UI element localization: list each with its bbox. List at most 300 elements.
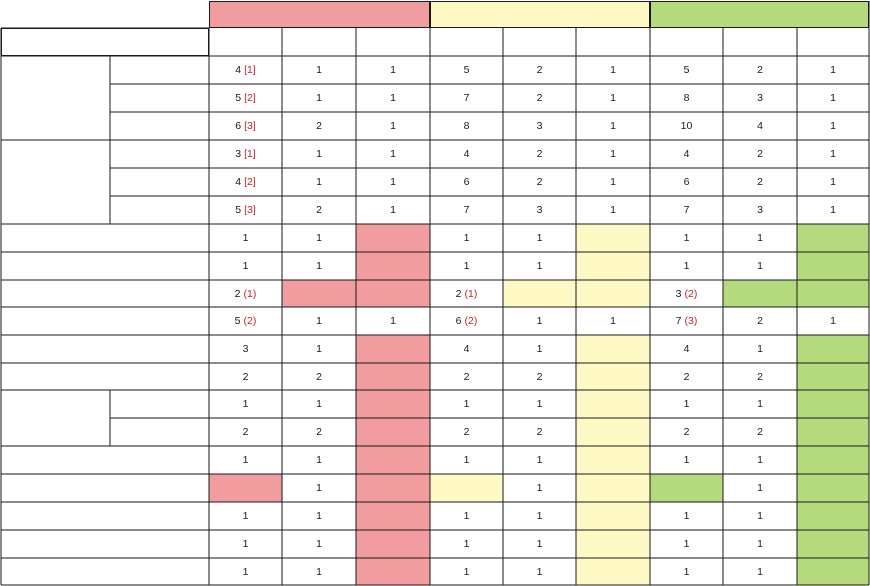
table-cell: [650, 196, 723, 224]
table-cell: [209, 418, 282, 446]
level-header-2: [430, 1, 650, 28]
row-group-label: [1, 56, 110, 140]
cell-value: 7: [675, 315, 682, 327]
table-cell: [209, 252, 282, 280]
table-cell: [282, 474, 356, 502]
table-cell: [503, 558, 576, 585]
table-cell: [650, 390, 723, 418]
cell-value: 5: [463, 64, 470, 76]
table-cell: [650, 252, 723, 280]
table-cell: [650, 530, 723, 558]
cell-value: 6: [463, 176, 470, 188]
cell-note: [3]: [244, 204, 256, 216]
not-required-fill: [576, 335, 650, 585]
cell-value: 1: [316, 510, 322, 522]
row-sublabel: [110, 196, 209, 224]
cell-value: 1: [610, 315, 616, 327]
table-cell: [723, 56, 797, 84]
table-cell: [576, 307, 650, 335]
cell-value: 3: [757, 92, 763, 104]
cell-value: 1: [757, 454, 763, 466]
not-required-fill: [282, 280, 430, 307]
cell-value: 1: [536, 454, 543, 466]
table-cell: [650, 84, 723, 112]
cell-value: 1: [316, 148, 322, 160]
cell-value: 1: [757, 538, 763, 550]
cell-value: 1: [683, 232, 690, 244]
header-column: [356, 28, 430, 56]
cell-note: (2): [243, 315, 257, 327]
cell-value: 1: [242, 565, 249, 578]
cell-value: 2: [536, 92, 543, 104]
cell-value: 2: [536, 370, 543, 383]
table-cell: [503, 224, 576, 252]
cell-value: 5: [683, 64, 690, 76]
cell-value: 1: [757, 510, 763, 522]
cell-value: 1: [390, 64, 396, 76]
table-cell: [209, 140, 282, 168]
cell-note: [2]: [244, 176, 256, 188]
table-cell: [282, 196, 356, 224]
cell-value: 1: [683, 454, 690, 466]
table-cell: [282, 140, 356, 168]
cell-note: (2): [464, 315, 478, 327]
table-cell: [650, 112, 723, 140]
cell-value: 1: [463, 454, 470, 466]
cell-note: (1): [464, 287, 478, 300]
table-cell: [723, 196, 797, 224]
cell-value: 2: [242, 370, 249, 383]
cell-value: 1: [830, 92, 836, 104]
table-cell: [356, 196, 430, 224]
table-cell: [356, 56, 430, 84]
table-cell: [503, 418, 576, 446]
cell-value: 1: [463, 232, 470, 244]
table-cell: [430, 196, 503, 224]
table-cell: [209, 280, 282, 307]
cell-value: 5: [235, 92, 242, 104]
table-cell: [209, 224, 282, 252]
table-cell: [797, 112, 869, 140]
table-cell: [430, 335, 503, 363]
cell-value: 1: [390, 92, 396, 104]
cell-value: 3: [536, 120, 543, 132]
cell-value: 1: [757, 565, 763, 578]
cell-value: 2: [757, 176, 763, 188]
table-cell: [356, 140, 430, 168]
table-cell: [356, 168, 430, 196]
table-cell: [282, 363, 356, 390]
cell-value: 1: [316, 398, 322, 410]
table-cell: [503, 335, 576, 363]
row-group-label: [1, 390, 110, 446]
cell-value: 7: [463, 92, 470, 104]
cell-value: 1: [757, 232, 763, 244]
cell-value: 1: [830, 176, 836, 188]
table-cell: [503, 446, 576, 474]
table-cell: [797, 84, 869, 112]
cell-value: 4: [683, 343, 690, 355]
cell-value: 6: [455, 315, 462, 327]
table-cell: [282, 252, 356, 280]
row-sublabel: [110, 390, 209, 418]
table-cell: [723, 558, 797, 585]
table-cell: [723, 530, 797, 558]
cell-value: 1: [316, 315, 322, 327]
cell-note: [1]: [244, 64, 256, 76]
cell-value: 1: [390, 120, 396, 132]
table-cell: [282, 56, 356, 84]
cell-value: 1: [610, 120, 616, 132]
table-cell: [209, 390, 282, 418]
cell-value: 1: [316, 260, 322, 272]
table-cell: [209, 558, 282, 585]
cell-value: 2: [316, 370, 322, 383]
cell-value: 2: [463, 370, 470, 383]
cell-value: 1: [390, 176, 396, 188]
cell-value: 1: [610, 176, 616, 188]
header-column: [650, 28, 723, 56]
row-sublabel: [110, 112, 209, 140]
table-cell: [650, 280, 723, 307]
cell-value: 1: [830, 120, 836, 132]
table-cell: [503, 196, 576, 224]
not-required-fill: [576, 224, 650, 280]
row-label: [1, 335, 209, 363]
table-cell: [650, 140, 723, 168]
table-cell: [797, 56, 869, 84]
cell-note: (2): [684, 287, 698, 300]
table-cell: [650, 446, 723, 474]
cell-value: 1: [757, 343, 763, 355]
table-cell: [430, 168, 503, 196]
cell-value: 1: [610, 64, 616, 76]
table-cell: [209, 84, 282, 112]
table-cell: [576, 56, 650, 84]
table-cell: [209, 530, 282, 558]
cell-value: 1: [390, 148, 396, 160]
cell-value: 2: [455, 287, 462, 300]
table-cell: [282, 446, 356, 474]
table-cell: [650, 502, 723, 530]
row-sublabel: [110, 56, 209, 84]
cell-value: 1: [536, 482, 543, 494]
cell-value: 1: [316, 232, 322, 244]
cell-value: 7: [463, 204, 470, 216]
row-label: [1, 224, 209, 252]
cell-value: 1: [757, 398, 763, 410]
cell-value: 1: [242, 398, 249, 410]
cell-value: 1: [242, 454, 249, 466]
cell-value: 1: [316, 538, 322, 550]
not-required-fill: [356, 224, 430, 280]
cell-value: 1: [536, 398, 543, 410]
table-cell: [723, 502, 797, 530]
cell-value: 1: [463, 565, 470, 578]
cell-value: 1: [316, 64, 322, 76]
cell-value: 1: [242, 510, 249, 522]
table-cell: [503, 252, 576, 280]
header-column: [576, 28, 650, 56]
table-cell: [503, 363, 576, 390]
table-cell: [650, 558, 723, 585]
table-cell: [723, 112, 797, 140]
cell-value: 4: [463, 148, 470, 160]
table-cell: [576, 168, 650, 196]
table-cell: [650, 335, 723, 363]
cell-value: 2: [757, 315, 763, 327]
cell-value: 8: [463, 120, 470, 132]
cell-value: 2: [316, 120, 322, 132]
cell-value: 1: [683, 565, 690, 578]
cell-value: 1: [316, 343, 322, 355]
not-required-fill: [503, 280, 650, 307]
level-header-1: [209, 1, 430, 28]
cell-value: 1: [463, 260, 470, 272]
table-cell: [282, 558, 356, 585]
cell-value: 2: [757, 426, 763, 438]
cell-value: 1: [390, 315, 396, 327]
table-cell: [282, 418, 356, 446]
table-cell: [723, 474, 797, 502]
not-required-fill: [430, 474, 503, 502]
cell-value: 2: [234, 287, 241, 300]
row-label: [1, 558, 209, 585]
row-label: [1, 252, 209, 280]
table-cell: [723, 84, 797, 112]
table-cell: [723, 224, 797, 252]
cell-value: 1: [610, 148, 616, 160]
table-cell: [282, 84, 356, 112]
table-cell: [723, 252, 797, 280]
row-label: [1, 530, 209, 558]
cell-value: 1: [316, 454, 322, 466]
not-required-fill: [209, 474, 282, 502]
table-cell: [356, 307, 430, 335]
table-cell: [282, 335, 356, 363]
cell-value: 2: [757, 370, 763, 383]
table-cell: [209, 307, 282, 335]
cell-note: [2]: [244, 92, 256, 104]
cell-value: 1: [683, 260, 690, 272]
cell-value: 1: [536, 343, 543, 355]
cell-value: 1: [242, 260, 249, 272]
table-cell: [723, 168, 797, 196]
table-cell: [209, 196, 282, 224]
table-cell: [503, 56, 576, 84]
cell-value: 10: [680, 120, 693, 132]
table-cell: [282, 530, 356, 558]
table-cell: [282, 502, 356, 530]
table-cell: [576, 84, 650, 112]
level-header-3: [650, 1, 869, 28]
cell-value: 2: [536, 426, 543, 438]
table-cell: [209, 56, 282, 84]
cell-value: 1: [757, 482, 763, 494]
table-cell: [797, 307, 869, 335]
cell-value: 2: [683, 426, 690, 438]
table-cell: [430, 112, 503, 140]
cell-value: 1: [536, 232, 543, 244]
cell-value: 1: [390, 204, 396, 216]
cell-value: 1: [536, 315, 543, 327]
not-required-fill: [723, 280, 869, 307]
header-column: [723, 28, 797, 56]
row-group-label: [1, 140, 110, 224]
table-cell: [503, 307, 576, 335]
cell-value: 1: [463, 398, 470, 410]
table-cell: [797, 168, 869, 196]
table-cell: [430, 502, 503, 530]
table-cell: [356, 112, 430, 140]
cell-value: 1: [610, 92, 616, 104]
cell-note: (3): [684, 315, 698, 327]
cell-value: 4: [463, 343, 470, 355]
table-cell: [430, 252, 503, 280]
table-cell: [430, 446, 503, 474]
table-cell: [430, 56, 503, 84]
table-cell: [723, 363, 797, 390]
cell-value: 2: [316, 204, 322, 216]
header-column: [430, 28, 503, 56]
header-column: [503, 28, 576, 56]
cell-value: 1: [463, 510, 470, 522]
row-label: [1, 307, 209, 335]
table-cell: [282, 112, 356, 140]
cell-value: 4: [683, 148, 690, 160]
table-cell: [503, 84, 576, 112]
row-label: [1, 446, 209, 474]
table-cell: [430, 280, 503, 307]
cell-value: 1: [830, 315, 836, 327]
table-cell: [650, 307, 723, 335]
cell-value: 2: [536, 148, 543, 160]
cell-value: 2: [463, 426, 470, 438]
table-cell: [209, 335, 282, 363]
cell-value: 1: [242, 232, 249, 244]
cell-value: 1: [242, 538, 249, 550]
cell-note: [1]: [244, 148, 256, 160]
cell-value: 2: [536, 64, 543, 76]
table-cell: [430, 530, 503, 558]
cell-note: [3]: [244, 120, 256, 132]
table-cell: [430, 140, 503, 168]
table-cell: [576, 196, 650, 224]
table-cell: [356, 84, 430, 112]
row-sublabel: [110, 168, 209, 196]
table-cell: [503, 474, 576, 502]
row-sublabel: [110, 140, 209, 168]
cell-value: 7: [683, 204, 690, 216]
table-cell: [576, 140, 650, 168]
cell-value: 2: [536, 176, 543, 188]
table-cell: [797, 140, 869, 168]
cell-value: 1: [316, 92, 322, 104]
header-column: [797, 28, 869, 56]
table-cell: [209, 168, 282, 196]
cell-value: 1: [683, 398, 690, 410]
table-cell: [430, 558, 503, 585]
row-label: [1, 502, 209, 530]
row-sublabel: [110, 418, 209, 446]
cell-value: 1: [536, 538, 543, 550]
cell-value: 1: [536, 260, 543, 272]
table-cell: [430, 84, 503, 112]
table-cell: [650, 363, 723, 390]
table-cell: [503, 390, 576, 418]
table-cell: [723, 418, 797, 446]
table-cell: [430, 418, 503, 446]
cell-value: 1: [536, 510, 543, 522]
cell-value: 2: [757, 64, 763, 76]
table-cell: [723, 335, 797, 363]
cell-value: 3: [757, 204, 763, 216]
cell-value: 1: [316, 565, 322, 578]
table-cell: [282, 168, 356, 196]
cell-value: 2: [683, 370, 690, 383]
cell-value: 1: [683, 510, 690, 522]
table-cell: [576, 112, 650, 140]
table-cell: [723, 446, 797, 474]
cell-value: 3: [242, 343, 249, 355]
cell-value: 5: [234, 315, 241, 327]
cell-value: 6: [683, 176, 690, 188]
table-cell: [209, 502, 282, 530]
cell-note: (1): [243, 287, 257, 300]
table-cell: [430, 224, 503, 252]
not-required-fill: [356, 335, 430, 585]
cell-value: 1: [536, 565, 543, 578]
row-sublabel: [110, 84, 209, 112]
table-cell: [503, 140, 576, 168]
not-required-fill: [650, 474, 723, 502]
table-cell: [723, 390, 797, 418]
header-column: [209, 28, 282, 56]
cell-value: 2: [316, 426, 322, 438]
header-ambiente: [1, 28, 209, 56]
table-cell: [723, 140, 797, 168]
cell-value: 2: [757, 148, 763, 160]
table-cell: [430, 390, 503, 418]
cell-value: 1: [463, 538, 470, 550]
cell-value: 4: [235, 64, 242, 76]
not-required-fill: [797, 335, 869, 585]
table-cell: [430, 363, 503, 390]
cell-value: 4: [757, 120, 763, 132]
table-cell: [650, 56, 723, 84]
cell-value: 3: [235, 148, 242, 160]
table-cell: [503, 502, 576, 530]
cell-value: 8: [683, 92, 690, 104]
table-cell: [503, 168, 576, 196]
row-label: [1, 280, 209, 307]
table-cell: [723, 307, 797, 335]
table-cell: [650, 418, 723, 446]
table-cell: [430, 307, 503, 335]
cell-value: 1: [683, 538, 690, 550]
cell-value: 5: [235, 204, 242, 216]
cell-value: 1: [316, 482, 322, 494]
table-cell: [209, 446, 282, 474]
table-cell: [209, 112, 282, 140]
cell-value: 3: [675, 287, 682, 300]
table-cell: [282, 390, 356, 418]
table-cell: [650, 224, 723, 252]
table-cell: [797, 196, 869, 224]
table-cell: [503, 530, 576, 558]
cell-value: 1: [830, 64, 836, 76]
table-cell: [282, 307, 356, 335]
